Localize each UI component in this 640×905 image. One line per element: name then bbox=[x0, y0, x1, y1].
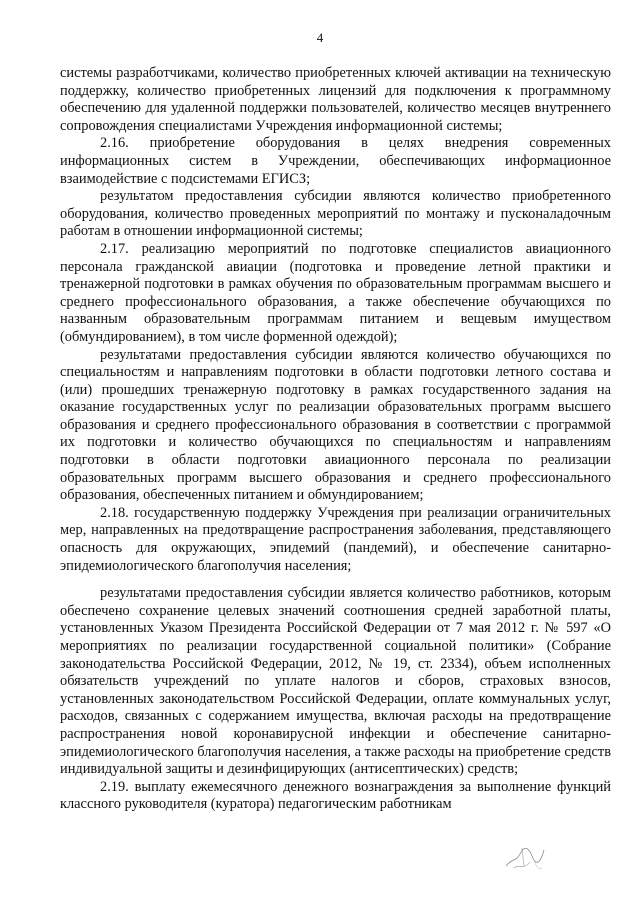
paragraph-2-18-result: результатами предоставления субсидии является количество работников, которым обеспечено сохранение целевых значений соотношения средней заработной платы, установленных Указом Президента Российской Федерации от 7 мая 2012 г. № 597 «О мероприятиях по реализации государственной социальной политики» (Собрание законодательства Российской Федерации, 2012, № 19, ст. 2334), объем исполненных обязательств учреждений по уплате налогов и сборов, страховых взносов, установленных законодательством Российской Федерации, оплате коммунальных услуг, расходов, связанных с содержанием имущества, включая расходы на предотвращение распространения новой коронавирусной инфекции и обеспечение санитарно-эпидемиологического благополучия населения, а также расходы на приобретение средств индивидуальной защиты и дезинфицирующих (антисептических) средств; bbox=[60, 585, 611, 778]
paragraph-continuation: системы разработчиками, количество приобретенных ключей активации на техническую поддержку, количество приобретенных лицензий для подключения к программному обеспечению для удаленной поддержки пользователей, количество месяцев внутреннего сопровождения специалистами Учреждения информационной системы; bbox=[60, 65, 611, 134]
document-body bbox=[60, 65, 611, 814]
paragraph-2-16: 2.16. приобретение оборудования в целях внедрения современных информационных систем в Учреждении, обеспечивающих информационное взаимодействие с подсистемами ЕГИСЗ; bbox=[60, 135, 611, 187]
paragraph-2-17: 2.17. реализацию мероприятий по подготовке специалистов авиационного персонала гражданской авиации (подготовка и проведение летной практики и тренажерной подготовки в рамках обучения по образовательным программам высшего и среднего профессионального образования, а также обеспечение обучающихся по названным образовательным программам питанием и вещевым имуществом (обмундированием), в том числе форменной одеждой); bbox=[60, 240, 611, 345]
paragraph-2-16-result: результатом предоставления субсидии являются количество приобретенного оборудования, количество проведенных мероприятий по монтажу и пусконаладочным работам в отношении информационной системы; bbox=[60, 188, 611, 240]
paragraph-2-18: 2.18. государственную поддержку Учреждения при реализации ограничительных мер, направленных на предотвращение распространения заболевания, представляющего опасность для окружающих, эпидемий (пандемий), и обеспечение санитарно-эпидемиологического благополучия населения; bbox=[60, 504, 611, 574]
paragraph-2-17-result: результатами предоставления субсидии являются количество обучающихся по специальностям и направлениям подготовки в области подготовки летного состава и (или) прошедших тренажерную подготовку в рамках государственного задания на оказание государственных услуг по реализации образовательных программ высшего образования и среднего профессионального образования в соответствии с программой их подготовки и количество обучающихся по специальностям и направлениям подготовки в области подготовки авиационного персонала по реализации образовательных программ высшего образования и среднего профессионального образования, обеспеченных питанием и обмундированием; bbox=[60, 346, 611, 504]
handwritten-mark-icon bbox=[500, 836, 550, 876]
paragraph-2-19: 2.19. выплату ежемесячного денежного вознаграждения за выполнение функций классного руководителя (куратора) педагогическим работникам bbox=[60, 778, 611, 813]
page-number: 4 bbox=[316, 30, 324, 45]
